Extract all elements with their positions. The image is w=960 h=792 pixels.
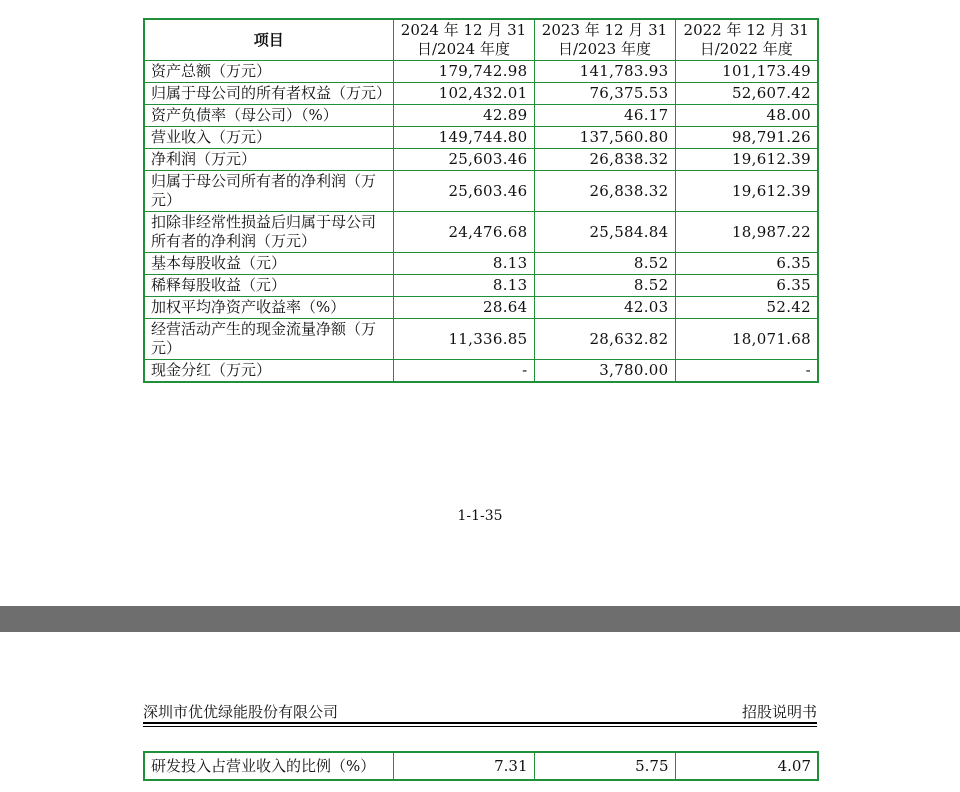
value-2023: 42.03 bbox=[534, 297, 675, 319]
value-2022: 48.00 bbox=[675, 105, 818, 127]
row-label: 经营活动产生的现金流量净额（万元） bbox=[144, 319, 393, 360]
row-label: 基本每股收益（元） bbox=[144, 253, 393, 275]
table-row bbox=[144, 127, 818, 149]
table-row bbox=[144, 212, 818, 253]
value-2024: 149,744.80 bbox=[393, 127, 534, 149]
value-2023: 5.75 bbox=[534, 752, 675, 780]
row-label: 营业收入（万元） bbox=[144, 127, 393, 149]
header-2022: 2022 年 12 月 31 日/2022 年度 bbox=[675, 19, 818, 61]
financial-summary-table bbox=[143, 18, 819, 383]
value-2024: 25,603.46 bbox=[393, 171, 534, 212]
value-2024: 8.13 bbox=[393, 275, 534, 297]
value-2024: 25,603.46 bbox=[393, 149, 534, 171]
value-2023: 3,780.00 bbox=[534, 360, 675, 383]
table-row bbox=[144, 83, 818, 105]
table-row bbox=[144, 61, 818, 83]
value-2024: 179,742.98 bbox=[393, 61, 534, 83]
table-row bbox=[144, 105, 818, 127]
value-2023: 141,783.93 bbox=[534, 61, 675, 83]
value-2024: 102,432.01 bbox=[393, 83, 534, 105]
row-label: 归属于母公司所有者的净利润（万元） bbox=[144, 171, 393, 212]
value-2022: 52,607.42 bbox=[675, 83, 818, 105]
page-separator bbox=[0, 606, 960, 632]
row-label: 资产总额（万元） bbox=[144, 61, 393, 83]
value-2023: 26,838.32 bbox=[534, 149, 675, 171]
value-2022: 18,987.22 bbox=[675, 212, 818, 253]
value-2024: 42.89 bbox=[393, 105, 534, 127]
value-2024: 28.64 bbox=[393, 297, 534, 319]
page-number: 1-1-35 bbox=[457, 508, 503, 524]
value-2022: 18,071.68 bbox=[675, 319, 818, 360]
value-2022: 101,173.49 bbox=[675, 61, 818, 83]
table-row bbox=[144, 171, 818, 212]
value-2024: 24,476.68 bbox=[393, 212, 534, 253]
value-2022: 19,612.39 bbox=[675, 149, 818, 171]
financial-summary-table-continued bbox=[143, 751, 819, 781]
value-2023: 28,632.82 bbox=[534, 319, 675, 360]
document-type-header: 招股说明书 bbox=[741, 703, 817, 721]
table-row bbox=[144, 297, 818, 319]
row-label: 现金分红（万元） bbox=[144, 360, 393, 383]
value-2023: 76,375.53 bbox=[534, 83, 675, 105]
table-row bbox=[144, 360, 818, 383]
value-2022: 6.35 bbox=[675, 275, 818, 297]
table-row bbox=[144, 253, 818, 275]
table-header-row bbox=[144, 19, 818, 61]
value-2023: 8.52 bbox=[534, 275, 675, 297]
row-label: 资产负债率（母公司）（%） bbox=[144, 105, 393, 127]
value-2023: 137,560.80 bbox=[534, 127, 675, 149]
value-2022: 6.35 bbox=[675, 253, 818, 275]
header-rule bbox=[143, 722, 817, 727]
value-2022: 4.07 bbox=[675, 752, 818, 780]
row-label: 稀释每股收益（元） bbox=[144, 275, 393, 297]
row-label: 加权平均净资产收益率（%） bbox=[144, 297, 393, 319]
table-row bbox=[144, 275, 818, 297]
value-2022: - bbox=[675, 360, 818, 383]
table-row bbox=[144, 319, 818, 360]
row-label: 净利润（万元） bbox=[144, 149, 393, 171]
value-2024: 7.31 bbox=[393, 752, 534, 780]
header-item: 项目 bbox=[144, 19, 393, 61]
table-row bbox=[144, 149, 818, 171]
value-2023: 46.17 bbox=[534, 105, 675, 127]
value-2022: 52.42 bbox=[675, 297, 818, 319]
value-2023: 26,838.32 bbox=[534, 171, 675, 212]
value-2022: 19,612.39 bbox=[675, 171, 818, 212]
row-label: 研发投入占营业收入的比例（%） bbox=[144, 752, 393, 780]
value-2023: 8.52 bbox=[534, 253, 675, 275]
header-2023: 2023 年 12 月 31 日/2023 年度 bbox=[534, 19, 675, 61]
value-2023: 25,584.84 bbox=[534, 212, 675, 253]
value-2024: 11,336.85 bbox=[393, 319, 534, 360]
value-2024: - bbox=[393, 360, 534, 383]
row-label: 扣除非经常性损益后归属于母公司所有者的净利润（万元） bbox=[144, 212, 393, 253]
value-2022: 98,791.26 bbox=[675, 127, 818, 149]
row-label: 归属于母公司的所有者权益（万元） bbox=[144, 83, 393, 105]
table-row bbox=[144, 752, 818, 780]
value-2024: 8.13 bbox=[393, 253, 534, 275]
header-2024: 2024 年 12 月 31 日/2024 年度 bbox=[393, 19, 534, 61]
company-name-header: 深圳市优优绿能股份有限公司 bbox=[143, 703, 339, 721]
